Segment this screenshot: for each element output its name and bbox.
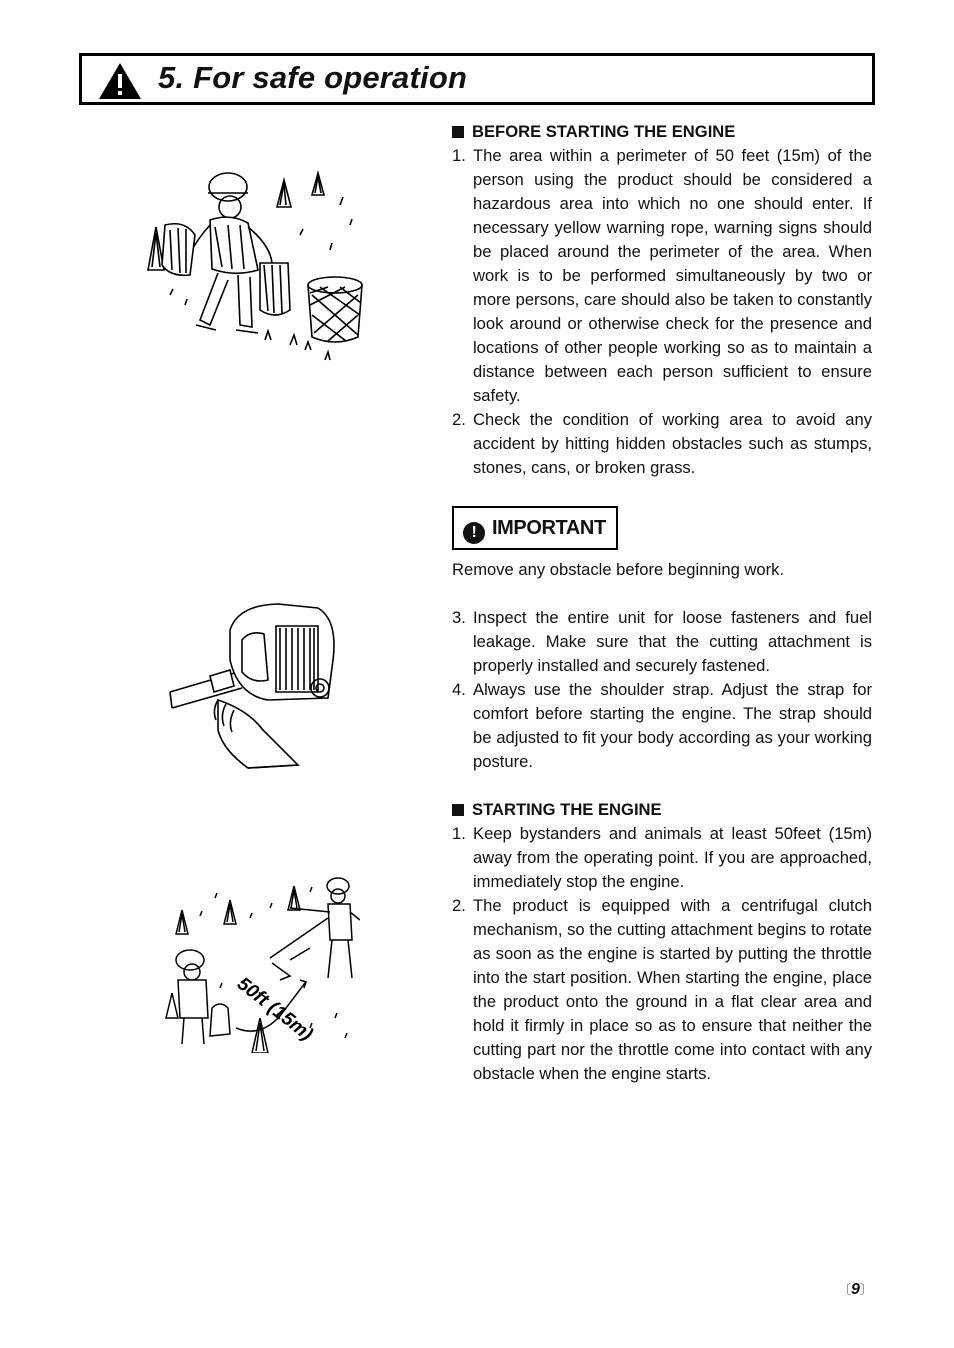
- list-item: 1. The area within a perimeter of 50 feet (15m) of the person using the product should be considered a hazardous area into which no one should enter. If necessary yellow warning rope, warning signs should be placed around the perimeter of the area. When work is to be performed simultaneously by two or more persons, care should also be taken to constantly look around or otherwise check for the presence and locations of other people working so as to maintain a distance between each person sufficient to ensure safety.: [452, 146, 872, 405]
- inspection-list: [452, 606, 872, 774]
- list-item: 3. Inspect the entire unit for loose fasteners and fuel leakage. Make sure that the cutting attachment is properly installed and securely fastened.: [452, 608, 872, 675]
- important-note: Remove any obstacle before beginning work.: [452, 560, 785, 579]
- page-number: 〔9〕: [838, 1281, 873, 1298]
- before-starting-list: [452, 144, 872, 480]
- instructions-column: [452, 120, 872, 1086]
- square-bullet-icon: [452, 126, 464, 138]
- warning-triangle-icon: [98, 62, 142, 100]
- list-item: 2. The product is equipped with a centrifugal clutch mechanism, so the cutting attachment begins to rotate as soon as the engine is started by putting the throttle into the start position. When starting the engine, place the product onto the ground in a flat clear area and hold it firmly in place so as to ensure that neither the cutting part nor the throttle come into contact with any obstacle when the engine starts.: [452, 896, 872, 1083]
- bystander-distance-illustration: [160, 868, 360, 1053]
- section-heading-starting: STARTING THE ENGINE: [452, 798, 872, 822]
- exclamation-icon: !: [463, 522, 485, 544]
- list-item: 4. Always use the shoulder strap. Adjust the strap for comfort before starting the engine. The strap should be adjusted to fit your body according as your working posture.: [452, 680, 872, 771]
- important-badge: ! IMPORTANT: [452, 506, 618, 550]
- section-heading-before-starting: BEFORE STARTING THE ENGINE: [452, 120, 872, 144]
- list-item: 2. Check the condition of working area to avoid any accident by hitting hidden obstacles such as stumps, stones, cans, or broken grass.: [452, 410, 872, 477]
- square-bullet-icon: [452, 804, 464, 816]
- starting-engine-list: [452, 822, 872, 1086]
- page-title: 5. For safe operation: [158, 60, 468, 95]
- section-header: [79, 53, 875, 105]
- debris-clearing-illustration: [140, 165, 365, 370]
- distance-label: 50ft (15m): [232, 973, 317, 1046]
- list-item: 1. Keep bystanders and animals at least 50feet (15m) away from the operating point. If you are approached, immediately stop the engine.: [452, 824, 872, 891]
- engine-inspection-illustration: [168, 600, 343, 770]
